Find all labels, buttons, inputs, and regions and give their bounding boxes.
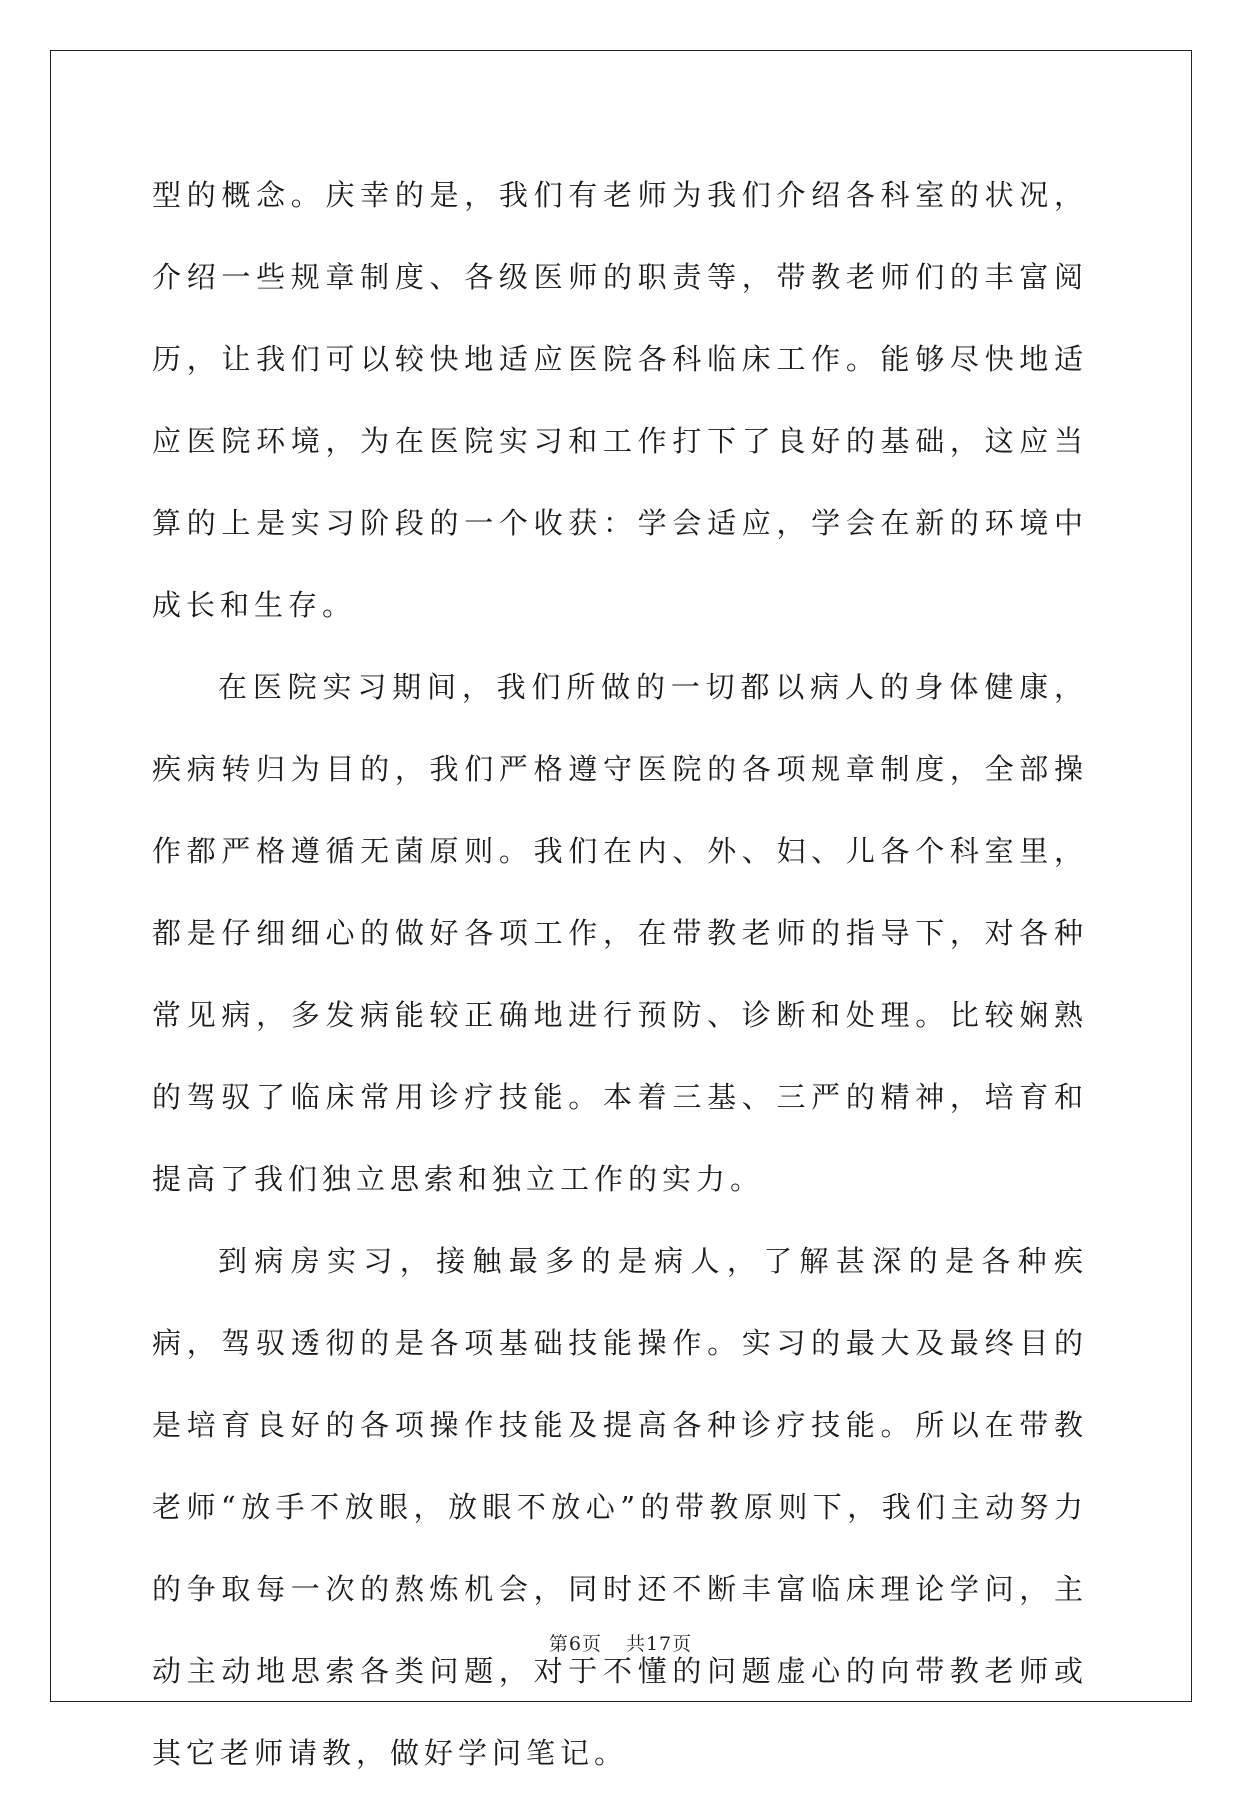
page-number-current: 第6页	[548, 1633, 602, 1655]
paragraph-3: 到病房实习，接触最多的是病人，了解甚深的是各种疾病，驾驭透彻的是各项基础技能操作。实习的最大及最终目的是培育良好的各项操作技能及提高各种诊疗技能。所以在带教老师“放手不放眼，放眼不放心”的带教原则下，我们主动努力的争取每一次的熬炼机会，同时还不断丰富临床理论学问，主动主动地思索各类问题，对于不懂的问题虚心的向带教老师或其它老师请教，做好学问笔记。	[152, 1244, 1088, 1770]
paragraph-1: 型的概念。庆幸的是，我们有老师为我们介绍各科室的状况，介绍一些规章制度、各级医师的职责等，带教老师们的丰富阅历，让我们可以较快地适应医院各科临床工作。能够尽快地适应医院环境，为在医院实习和工作打下了良好的基础，这应当算的上是实习阶段的一个收获：学会适应，学会在新的环境中成长和生存。	[152, 178, 1088, 622]
paragraph-2: 在医院实习期间，我们所做的一切都以病人的身体健康，疾病转归为目的，我们严格遵守医院的各项规章制度，全部操作都严格遵循无菌原则。我们在内、外、妇、儿各个科室里，都是仔细细心的做好各项工作，在带教老师的指导下，对各种常见病，多发病能较正确地进行预防、诊断和处理。比较娴熟的驾驭了临床常用诊疗技能。本着三基、三严的精神，培育和提高了我们独立思索和独立工作的实力。	[152, 670, 1088, 1196]
document-body	[152, 154, 1088, 1794]
page-footer	[0, 1629, 1241, 1656]
page-number-total: 共17页	[625, 1633, 693, 1655]
